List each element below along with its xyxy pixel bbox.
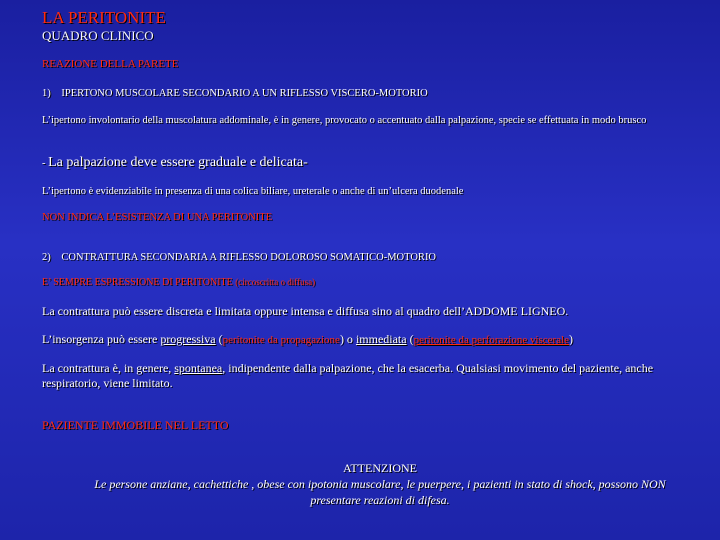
spontanea-word: spontanea	[174, 361, 223, 375]
insorgenza-open2: (	[406, 332, 414, 346]
point-1-text: IPERTONO MUSCOLARE SECONDARIO A UN RIFLESSO VISCERO-MOTORIO	[61, 88, 428, 99]
insorgenza-open1: (	[215, 332, 223, 346]
insorgenza-immediata: immediata	[355, 332, 407, 346]
paragraph-ipertono: L’ipertono involontario della muscolatura addominale, è in genere, provocato o accentuato dalla palpazione, specie se effettuata in modo brusco	[42, 115, 647, 126]
insorgenza-peritonite-propagazione: peritonite da propagazione	[222, 334, 340, 346]
espressione-main: E’ SEMPRE ESPRESSIONE DI PERITONITE	[42, 277, 233, 288]
attenzione-heading: ATTENZIONE	[343, 461, 417, 475]
paragraph-contrattura: La contrattura può essere discreta e limitata oppure intensa e diffusa sino al quadro dell’ADDOME LIGNEO.	[42, 304, 569, 318]
point-1	[42, 88, 428, 99]
paragraph-evidenziabile: L’ipertono è evidenziabile in presenza di una colica biliare, ureterale o anche di un’ulcera duodenale	[42, 186, 464, 197]
paragraph-insorgenza	[42, 332, 573, 347]
page-subtitle: QUADRO CLINICO	[42, 28, 154, 43]
insorgenza-close2: )	[569, 332, 574, 346]
palpazione-line	[42, 153, 308, 171]
attenzione-text: Le persone anziane, cachettiche , obese con ipotonia muscolare, le puerpere, i pazienti in stato di shock, possono NON presentare reazioni di difesa.	[94, 477, 666, 507]
spontanea-rest: , indipendente dalla palpazione, che la esacerba. Qualsiasi movimento del paziente, anche respiratorio, viene limitato.	[42, 361, 654, 390]
spontanea-start: La contrattura è, in genere,	[42, 361, 175, 375]
point-1-number: 1)	[42, 88, 51, 99]
espressione-line	[42, 277, 315, 288]
page-title: LA PERITONITE	[42, 8, 166, 27]
insorgenza-close1: ) o	[339, 332, 356, 346]
insorgenza-progressiva: progressiva	[160, 332, 216, 346]
paragraph-spontanea	[42, 361, 702, 391]
point-2	[42, 252, 436, 263]
insorgenza-peritonite-perforazione: peritonite da perforazione viscerale	[413, 334, 570, 346]
paziente-immobile-text: PAZIENTE IMMOBILE NEL LETTO	[42, 418, 229, 432]
palpazione-dash: -	[42, 158, 49, 169]
non-indica-text: NON INDICA L’ESISTENZA DI UNA PERITONITE	[42, 212, 273, 223]
palpazione-text: La palpazione deve essere graduale e delicata-	[48, 155, 308, 170]
point-2-text: CONTRATTURA SECONDARIA A RIFLESSO DOLOROSO SOMATICO-MOTORIO	[61, 252, 437, 263]
insorgenza-start: L’insorgenza può essere	[42, 332, 161, 346]
section-heading-parete: REAZIONE DELLA PARETE	[42, 58, 179, 70]
espressione-paren: (circoscritta o diffusa)	[235, 277, 316, 287]
point-2-number: 2)	[42, 252, 51, 263]
